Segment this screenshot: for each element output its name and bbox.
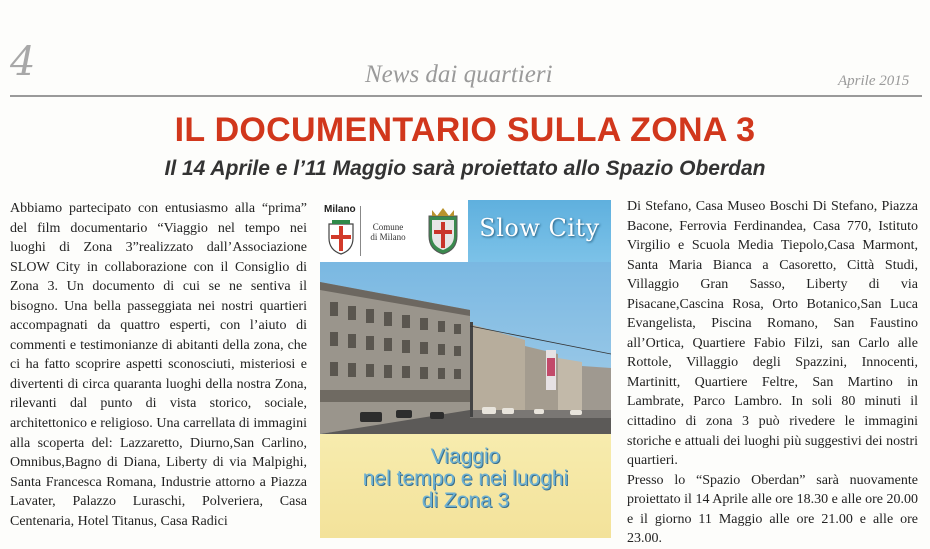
comune-label-line2: di Milano bbox=[370, 232, 406, 242]
issue-date: Aprile 2015 bbox=[838, 73, 910, 89]
poster-title bbox=[320, 446, 611, 512]
page-number: 4 bbox=[10, 39, 36, 85]
street-photo bbox=[320, 262, 611, 434]
poster-title-line1: Viaggio bbox=[430, 445, 501, 468]
article-paragraph: Abbiamo partecipato con entusiasmo alla “prima” del film documentario “Viaggio nel tempo nei luoghi di Zona 3”realizzato dall’Associazione SLOW City in collaborazione con il Consiglio di Zona 3. Un documento di cui se ne sentiva il bisogno. Una bella passeggiata nei nostri quartieri accompagnati da quattro esperti, con l’aiuto di commenti e testimonianze di abitanti della zona, che ci ha fatto scoprire aspetti sconosciuti, misteriosi e divertenti di circa quaranta luoghi della nostra Zona, rilevanti dal punto di vista storico, sociale, architettonico e religioso. Una carrellata di immagini alla scoperta del: Lazzaretto, Diurno,San Carlino, Omnibus,Bagno di Diana, Liberty di via Malpighi, Santa Francesca Romana, Industrie attorno a Piazza Lavater, Palazzo Luraschi, Polveriera, Casa Centenaria, Hotel Titanus, Casa Radici bbox=[10, 201, 307, 529]
article-subtitle: Il 14 Aprile e l’11 Maggio sarà proiettato allo Spazio Oberdan bbox=[164, 157, 766, 180]
slow-city-panel bbox=[468, 200, 611, 262]
poster-logo-strip bbox=[320, 200, 468, 262]
comune-label bbox=[364, 222, 412, 242]
zona3-crest-icon bbox=[424, 206, 462, 256]
poster-title-line3: di Zona 3 bbox=[421, 489, 510, 512]
milano-label: Milano bbox=[324, 204, 356, 215]
milano-crest-icon bbox=[326, 220, 356, 256]
article-column-left bbox=[10, 199, 307, 531]
logo-divider bbox=[360, 206, 361, 256]
slow-city-logo: Slow City bbox=[479, 214, 600, 242]
header-rule bbox=[10, 95, 922, 97]
section-title: News dai quartieri bbox=[365, 61, 553, 88]
article-paragraph: Presso lo “Spazio Oberdan” sarà nuovamente proiettato il 14 Aprile alle ore 18.30 e alle ore 20.00 e il giorno 11 Maggio alle ore 21.00 e alle ore 23.00. bbox=[627, 472, 918, 547]
documentary-poster bbox=[320, 200, 611, 538]
comune-label-line1: Comune bbox=[372, 222, 404, 232]
poster-title-panel bbox=[320, 434, 611, 538]
poster-title-line2: nel tempo e nei luoghi bbox=[362, 467, 569, 490]
article-column-right bbox=[627, 197, 918, 549]
article-paragraph: Di Stefano, Casa Museo Boschi Di Stefano, Piazza Bacone, Ferrovia Ferdinandea, Casa 770, Istituto Virgilio e Scuola Media Tiepolo,Casa Marmont, Santa Maria Bianca a Casoretto, Città Studi, Villaggio Gran Sasso, Liberty di via Pisacane,Cascina Rosa, Orto Botanico,San Luca Evangelista, Piscina Romano, San Faustino all’Ortica, Quartiere Fabio Filzi, san Carlo alle Rottole, Villaggio degli Spazzini, Innocenti, Martinitt, Quartiere Feltre, San Martino in Lambrate, Parco Lambro. In soli 80 minuti il cittadino di zona 3 può rivedere le immagini storiche e attuali dei luoghi più suggestivi dei nostri quartieri. bbox=[627, 199, 918, 469]
article-headline: IL DOCUMENTARIO SULLA ZONA 3 bbox=[174, 111, 756, 149]
